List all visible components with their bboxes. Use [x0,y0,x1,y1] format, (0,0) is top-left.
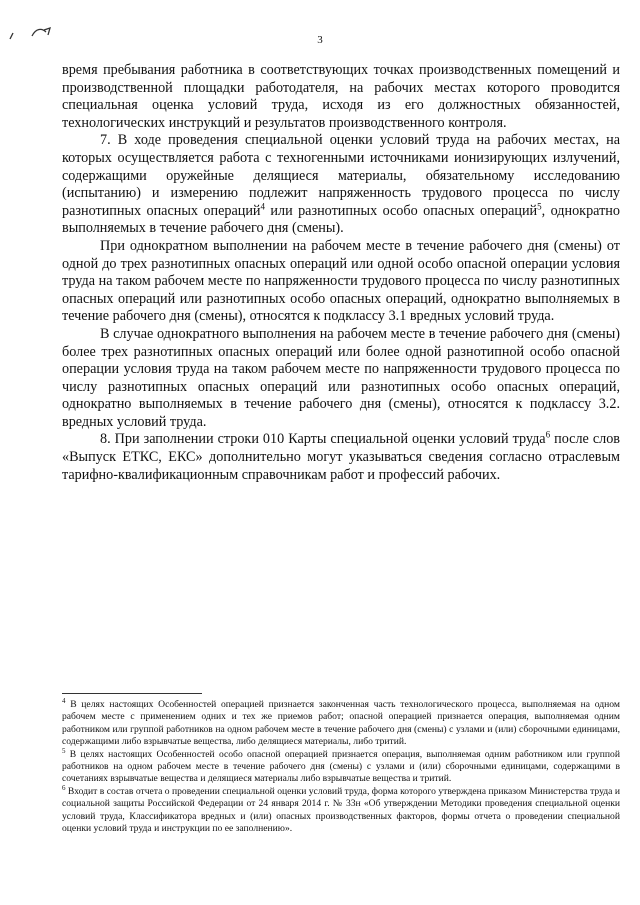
paragraph-7 [62,132,620,238]
paragraph-7-text-c: , однократно выполняемых в течение рабочего дня (смены). [62,202,620,237]
paragraph-8 [62,431,620,484]
footnote-text: В целях настоящих Особенностей операцией признается законченная часть технологического процесса, выполняемая на одном рабочем месте с применением одних и тех же приемов работ; опасной операцией признается операция, выполняемая одним работником или группой работников на одном рабочем месте в течение рабочего дня (смены) с узлами и (или) сборочными единицами, содержащими либо взрывчатые вещества, либо делящиеся материалы, либо тритий. [62,699,620,748]
footnote-mark: 4 [62,696,66,705]
paragraph-7-text-a: 7. В ходе проведения специальной оценки условий труда на рабочих местах, на которых осуществляется работа с техногенными источниками ионизирующих излучений, содержащими оружейные делящиеся материалы, обязательному исследованию (испытанию) и измерению подлежит напряженность трудового процесса по числу разнотипных опасных операций [62,132,620,219]
footnote-separator [62,693,202,694]
paragraph-8-text-b: после слов «Выпуск ЕТКС, ЕКС» дополнительно могут указываться сведения согласно отраслевым тарифно-квалификационным справочникам работ и профессий рабочих. [62,431,620,483]
footnote-6 [62,783,620,836]
footnote-text: Входит в состав отчета о проведении специальной оценки условий труда, форма которого утверждена приказом Министерства труда и социальной защиты Российской Федерации от 24 января 2014 г. № 33н «Об утверждении Методики проведения специальной оценки условий труда, Классификатора вредных и (или) опасных производственных факторов, формы отчета о проведении специальной оценки условий труда и инструкции по ее заполнению». [62,785,620,835]
footnote-mark: 6 [62,783,66,792]
paragraph-7-text-b: или разнотипных особо опасных операций [265,202,538,219]
footnote-text: В целях настоящих Особенностей особо опасной операцией признается операция, выполняемая одним работником или группой работников на одном рабочем месте в течение рабочего дня (смены) с узлами и (или) сборочными единицами, содержащими в сочетаниях взрывчатые вещества и делящиеся материалы либо взрывчатые вещества и тритий. [62,748,620,785]
paragraph-multiple-operations: В случае однократного выполнения на рабочем месте в течение рабочего дня (смены) более трех разнотипных опасных операций или более одной разнотипной особо опасной операции условия труда на таком рабочем месте по напряженности трудового процесса по числу разнотипных опасных операций или разнотипных особо опасных операций, однократно выполняемых в течение рабочего дня (смены), относятся к подклассу 3.2. вредных условий труда. [62,325,620,430]
footnote-5 [62,746,620,786]
footnote-ref-5[interactable]: 5 [537,201,542,212]
footnotes [62,696,620,835]
page-number: 3 [317,34,323,46]
paragraph-continuation: время пребывания работника в соответствующих точках производственных помещений и производственной площадки работодателя, на рабочих местах которого проводится специальная оценка условий труда, исходя из его должностных обязанностей, технологических инструкций и результатов производственного контроля. [62,62,620,131]
footnote-mark: 5 [62,746,66,755]
document-body [62,62,620,484]
footnote-ref-4[interactable]: 4 [260,201,266,212]
footnote-4 [62,696,620,749]
footnote-ref-6[interactable]: 6 [545,429,551,440]
paragraph-single-operation: При однократном выполнении на рабочем месте в течение рабочего дня (смены) от одной до трех разнотипных опасных операций или одной особо опасной операции условия труда на таком рабочем месте по напряженности трудового процесса по числу разнотипных опасных операций или разнотипных особо опасных операций, однократно выполняемых в течение рабочего дня (смены), относятся к подклассу 3.1 вредных условий труда. [62,237,620,325]
paragraph-8-text-a: 8. При заполнении строки 010 Карты специальной оценки условий труда [100,431,546,448]
